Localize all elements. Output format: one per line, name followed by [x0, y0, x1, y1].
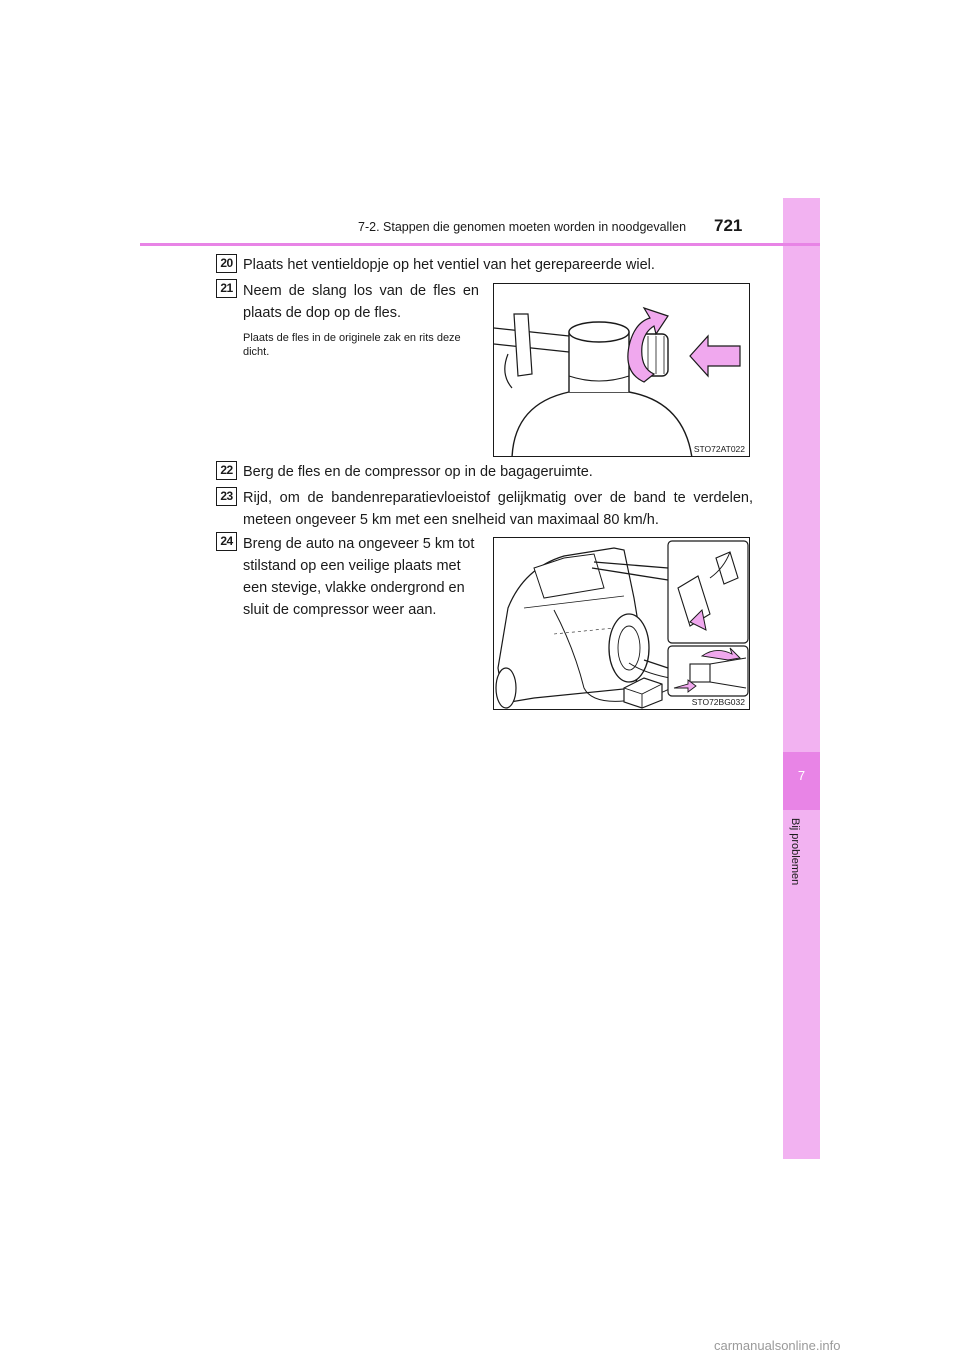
- figure-code: STO72AT022: [693, 444, 745, 454]
- step-text: Rijd, om de bandenreparatievloeistof gelijkmatig over de band te verdelen, meteen ongeveer 5 km met een snelheid van maximaal 80 km/h.: [243, 490, 753, 528]
- step-number-badge: 24: [216, 532, 237, 551]
- step-text: Breng de auto na ongeveer 5 km tot stilstand op een veilige plaats met een stevige, vlakke ondergrond en sluit de compressor weer aan.: [243, 536, 475, 618]
- chapter-title: Bij problemen: [789, 818, 801, 886]
- section-title: 7-2. Stappen die genomen moeten worden in noodgevallen: [358, 220, 687, 234]
- step-note: Plaats de fles in de originele zak en rits deze dicht.: [243, 332, 461, 358]
- step-number-badge: 23: [216, 487, 237, 506]
- step-text: Neem de slang los van de fles en plaats de dop op de fles.: [243, 283, 479, 321]
- step-text: Plaats het ventieldopje op het ventiel van het gerepareerde wiel.: [243, 257, 655, 273]
- step-number-badge: 22: [216, 461, 237, 480]
- figure-code: STO72BG032: [691, 697, 745, 707]
- figure-car-compressor: [493, 537, 750, 710]
- chapter-side-tab: [783, 198, 820, 1159]
- car-compressor-illustration: [494, 538, 750, 710]
- chapter-number: 7: [797, 768, 806, 783]
- bottle-cap-illustration: [494, 284, 750, 457]
- step-text: Berg de fles en de compressor op in de bagageruimte.: [243, 464, 593, 480]
- watermark: carmanualsonline.info: [714, 1338, 841, 1353]
- step-number-badge: 21: [216, 279, 237, 298]
- figure-bottle-cap: [493, 283, 750, 457]
- step-number-badge: 20: [216, 254, 237, 273]
- header-rule: [140, 243, 820, 246]
- page-number: 721: [714, 216, 743, 235]
